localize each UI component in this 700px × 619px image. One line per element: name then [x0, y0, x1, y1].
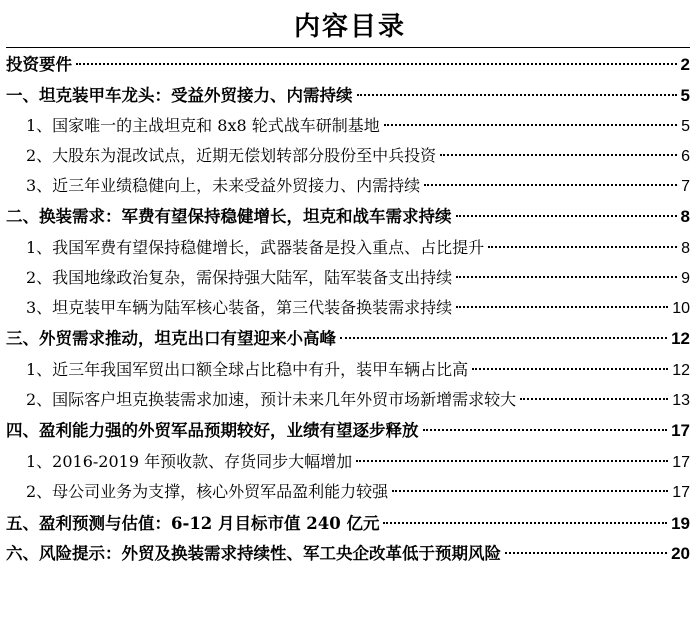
toc-subsection-entry[interactable] — [26, 294, 690, 322]
toc-page-number: 5 — [680, 86, 690, 105]
toc-entry-label: 三、外贸需求推动，坦克出口有望迎来小高峰 — [6, 329, 336, 348]
toc-page-number: 6 — [681, 148, 690, 165]
toc-dot-leader — [440, 154, 677, 156]
toc-dot-leader — [472, 368, 668, 370]
toc-title: 内容目录 — [293, 12, 406, 42]
toc-page-number: 12 — [671, 329, 690, 348]
toc-entry-label: 1、近三年我国军贸出口额全球占比稳中有升，装甲车辆占比高 — [26, 360, 469, 379]
toc-entry-label: 1、我国军费有望保持稳健增长，武器装备是投入重点、占比提升 — [26, 238, 485, 257]
toc-dot-leader — [357, 94, 677, 96]
toc-entry-label: 2、大股东为混改试点，近期无偿划转部分股份至中兵投资 — [26, 146, 437, 165]
toc-page-number: 10 — [672, 300, 690, 317]
toc-page-number: 17 — [671, 421, 690, 440]
toc-section-entry[interactable] — [6, 510, 690, 538]
toc-section-entry[interactable] — [6, 325, 690, 353]
toc-entry-label: 一、坦克装甲车龙头：受益外贸接力、内需持续 — [6, 86, 353, 105]
toc-page-number: 2 — [680, 55, 690, 74]
toc-subsection-entry[interactable] — [26, 142, 690, 170]
toc-entry-label: 2、母公司业务为支撑，核心外贸军品盈利能力较强 — [26, 482, 389, 501]
toc-page-number: 17 — [672, 454, 690, 471]
toc-subsection-entry[interactable] — [26, 172, 690, 200]
toc-entry-label: 1、2016-2019 年预收款、存货同步大幅增加 — [26, 452, 353, 471]
toc-page-number: 20 — [671, 544, 690, 563]
toc-page-number: 9 — [681, 270, 690, 287]
toc-entry-label: 五、盈利预测与估值：6-12 月目标市值 240 亿元 — [6, 514, 380, 533]
toc-subsection-entry[interactable] — [26, 234, 690, 262]
toc-subsection-entry[interactable] — [26, 478, 690, 506]
toc-page-number: 7 — [681, 178, 690, 195]
toc-entry-label: 六、风险提示：外贸及换装需求持续性、军工央企改革低于预期风险 — [6, 544, 501, 563]
toc-entry-label: 2、我国地缘政治复杂，需保持强大陆军，陆军装备支出持续 — [26, 268, 453, 287]
toc-page-number: 17 — [672, 484, 690, 501]
toc-subsection-entry[interactable] — [26, 448, 690, 476]
toc-dot-leader — [456, 306, 668, 308]
toc-dot-leader — [392, 490, 668, 492]
toc-subsection-entry[interactable] — [26, 112, 690, 140]
toc-section-entry[interactable] — [6, 540, 690, 568]
toc-section-entry[interactable] — [6, 417, 690, 445]
toc-page-number: 12 — [672, 362, 690, 379]
toc-page-number: 13 — [672, 392, 690, 409]
toc-page-number: 8 — [680, 207, 690, 226]
toc-subsection-entry[interactable] — [26, 264, 690, 292]
toc-subsection-entry[interactable] — [26, 386, 690, 414]
toc-dot-leader — [456, 276, 677, 278]
toc-entry-label: 1、国家唯一的主战坦克和 8x8 轮式战车研制基地 — [26, 116, 380, 135]
toc-dot-leader — [356, 460, 668, 462]
toc-dot-leader — [520, 398, 668, 400]
toc-subsection-entry[interactable] — [26, 356, 690, 384]
toc-dot-leader — [505, 552, 667, 554]
title-divider — [6, 47, 690, 48]
toc-dot-leader — [76, 63, 677, 65]
toc-dot-leader — [383, 522, 667, 524]
toc-section-entry[interactable] — [6, 51, 690, 79]
toc-entry-label: 2、国际客户坦克换装需求加速，预计未来几年外贸市场新增需求较大 — [26, 390, 517, 409]
toc-entry-label: 3、坦克装甲车辆为陆军核心装备，第三代装备换装需求持续 — [26, 298, 453, 317]
toc-section-entry[interactable] — [6, 203, 690, 231]
toc-page-number: 5 — [681, 118, 690, 135]
toc-dot-leader — [424, 184, 677, 186]
toc-dot-leader — [340, 337, 667, 339]
toc-entry-label: 投资要件 — [6, 55, 72, 74]
toc-entry-label: 四、盈利能力强的外贸军品预期较好，业绩有望逐步释放 — [6, 421, 419, 440]
toc-dot-leader — [423, 429, 668, 431]
toc-entry-label: 二、换装需求：军费有望保持稳健增长，坦克和战车需求持续 — [6, 207, 452, 226]
toc-dot-leader — [488, 246, 677, 248]
toc-section-entry[interactable] — [6, 82, 690, 110]
toc-dot-leader — [384, 124, 677, 126]
toc-page-number: 8 — [681, 240, 690, 257]
toc-entry-label: 3、近三年业绩稳健向上，未来受益外贸接力、内需持续 — [26, 176, 421, 195]
toc-dot-leader — [456, 215, 677, 217]
toc-page-number: 19 — [671, 514, 690, 533]
